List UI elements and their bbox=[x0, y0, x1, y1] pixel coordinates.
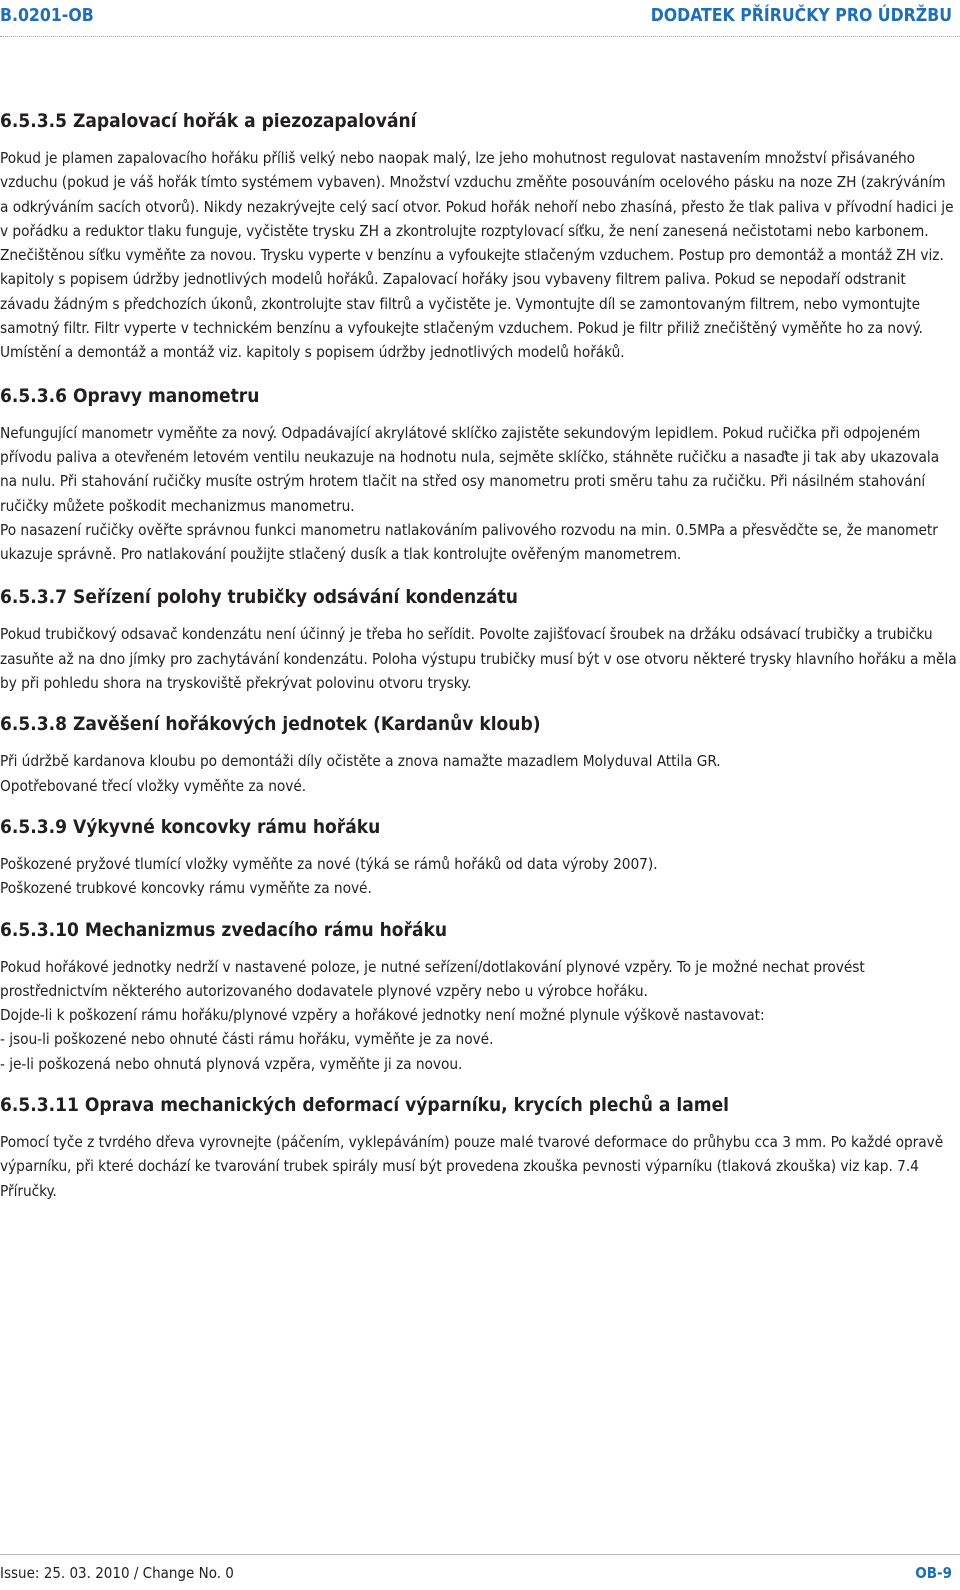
section-heading: 6.5.3.6 Opravy manometru bbox=[0, 384, 260, 407]
section-heading: 6.5.3.9 Výkyvné koncovky rámu hořáku bbox=[0, 815, 381, 838]
section-paragraph: Opotřebované třecí vložky vyměňte za nové. bbox=[0, 776, 307, 795]
section-manometer-repair bbox=[0, 383, 958, 567]
section-heading: 6.5.3.8 Zavěšení hořákových jednotek (Kardanův kloub) bbox=[0, 713, 541, 736]
section-paragraph: Dojde-li k poškození rámu hořáku/plynové vzpěry a hořákové jednotky není možné plynule výškově nastavovat: bbox=[0, 1006, 765, 1025]
section-condensate-tube bbox=[0, 584, 958, 695]
section-frame-end-pieces bbox=[0, 814, 958, 901]
section-paragraph: Po nasazení ručičky ověřte správnou funkci manometru natlakováním palivového rozvodu na min. 0.5MPa a přesvědčte se, že manometr ukazuje správně. Pro natlakování použijte stlačený dusík a tlak kontrolujte ověřeným manometrem. bbox=[0, 520, 938, 564]
section-heading: 6.5.3.10 Mechanizmus zvedacího rámu hořáku bbox=[0, 918, 448, 941]
section-evaporator-repair bbox=[0, 1092, 958, 1203]
section-heading: 6.5.3.5 Zapalovací hořák a piezozapalování bbox=[0, 110, 417, 132]
header-divider bbox=[0, 36, 960, 37]
section-paragraph: Nefungující manometr vyměňte za nový. Odpadávající akrylátové sklíčko zajistěte sekundovým lepidlem. Pokud ručička při odpojeném přívodu paliva a otevřeném letovém ventilu neukazuje na hodnotu nula, sejměte sklíčko, stáhněte ručičku a nasaďte ji tak aby ukazovala na nulu. Při stahování ručičky musíte ostrým hrotem tlačit na střed osy manometru proti směru tahu za ručičku. Při násilném stahování ručičky můžete poškodit mechanizmus manometru. bbox=[0, 423, 940, 515]
section-paragraph: Poškozené pryžové tlumící vložky vyměňte za nové (týká se rámů hořáků od data výroby 2007). bbox=[0, 854, 658, 873]
section-paragraph: Pokud je plamen zapalovacího hořáku příliš velký nebo naopak malý, lze jeho mohutnost regulovat nastavením množství přisávaného vzduchu (pokud je váš hořák tímto systémem vybaven). Množství vzduchu změňte posouváním ocelového pásku na noze ZH (zakrýváním a odkrýváním sacích otvorů). Nikdy nezakrývejte celý sací otvor. Pokud hořák nehoří nebo zhasíná, přesto že tlak paliva v přívodní hadici je v pořádku a reduktor tlaku funguje, vyčistěte trysku ZH a zkontrolujte rozptylovací síťku, že není zanesená nečistotami nebo karbonem. Znečištěnou síťku vyměňte za novou. Trysku vyperte v benzínu a vyfoukejte stlačeným vzduchem. Postup pro demontáž a montáž ZH viz. kapitoly s popisem údržby jednotlivých modelů hořáků. Zapalovací hořáky jsou vybaveny filtrem paliva. Pokud se nepodaří odstranit závadu žádným s předchozích úkonů, zkontrolujte stav filtrů a vyčistěte je. Vymontujte díl se zamontovaným filtrem, nebo vymontujte samotný filtr. Filtr vyperte v technickém benzínu a vyfoukejte stlačeným vzduchem. Pokud je filtr přiliž znečištěný vyměňte ho za nový. Umístění a demontáž a montáž viz. kapitoly s popisem údržby jednotlivých modelů hořáků. bbox=[0, 149, 954, 362]
section-ignition-burner bbox=[0, 108, 958, 365]
issue-info: Issue: 25. 03. 2010 / Change No. 0 bbox=[0, 1564, 234, 1582]
list-item: - jsou-li poškozené nebo ohnuté části rámu hořáku, vyměňte je za nové. bbox=[0, 1030, 494, 1049]
list-item: - je-li poškozená nebo ohnutá plynová vzpěra, vyměňte ji za novou. bbox=[0, 1054, 463, 1073]
section-heading: 6.5.3.7 Seřízení polohy trubičky odsávání kondenzátu bbox=[0, 586, 518, 609]
section-cardan-joint bbox=[0, 711, 958, 798]
section-heading: 6.5.3.11 Oprava mechanických deformací výparníku, krycích plechů a lamel bbox=[0, 1094, 730, 1117]
document-code: B.0201-OB bbox=[0, 6, 94, 26]
page-number: OB-9 bbox=[915, 1564, 952, 1582]
section-paragraph: Pokud trubičkový odsavač kondenzátu není účinný je třeba ho seřídit. Povolte zajišťovací šroubek na držáku odsávací trubičky a trubičku zasuňte až na dno jímky pro zachytávání kondenzátu. Poloha výstupu trubičky musí být v ose otvoru některé trysky hlavního hořáku a měla by při pohledu shora na tryskoviště překrývat polovinu otvoru trysky. bbox=[0, 625, 957, 693]
section-paragraph: Pomocí tyče z tvrdého dřeva vyrovnejte (páčením, vyklepáváním) pouze malé tvarové deformace do průhybu cca 3 mm. Po každé opravě výparníku, při které dochází ke tvarování trubek spirály musí být provedena zkouška pevnosti výparníku (tlaková zkouška) viz kap. 7.4 Příručky. bbox=[0, 1133, 944, 1200]
section-paragraph: Při údržbě kardanova kloubu po demontáži díly očistěte a znova namažte mazadlem Molyduval Attila GR. bbox=[0, 752, 721, 771]
page-footer bbox=[0, 1564, 960, 1588]
section-paragraph: Poškozené trubkové koncovky rámu vyměňte za nové. bbox=[0, 879, 372, 898]
section-paragraph: Pokud hořákové jednotky nedrží v nastavené poloze, je nutné seřízení/dotlakování plynové vzpěry. To je možné nechat provést prostřednictvím některého autorizovaného dodavatele plynové vzpěry nebo u výrobce hořáku. bbox=[0, 957, 865, 1000]
document-title: DODATEK PŘÍRUČKY PRO ÚDRŽBU bbox=[650, 6, 952, 26]
page-header bbox=[0, 4, 960, 38]
section-lifting-frame bbox=[0, 917, 958, 1076]
page-content bbox=[0, 108, 958, 1219]
footer-divider bbox=[0, 1554, 960, 1555]
